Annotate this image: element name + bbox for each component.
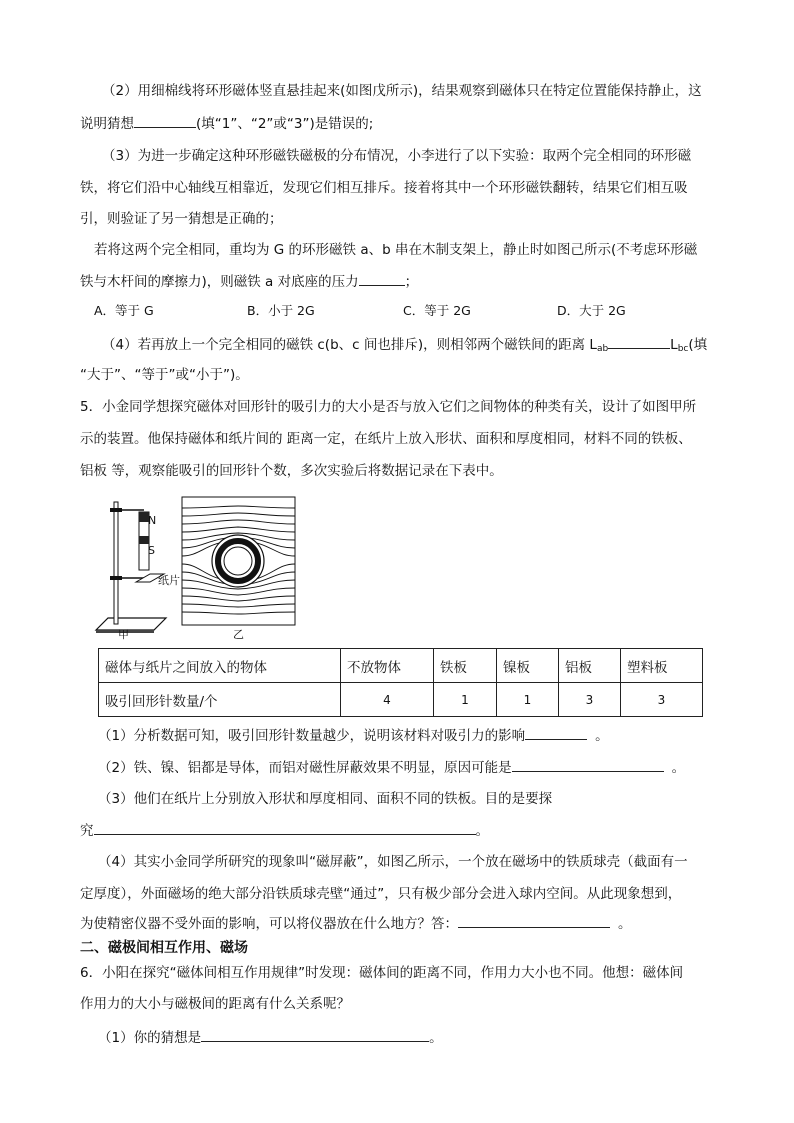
answer-blank[interactable] (359, 271, 405, 286)
q5-intro-line-2: 示的装置。他保持磁体和纸片间的 距离一定，在纸片上放入形状、面积和厚度相同，材料不同的铁板、 (80, 431, 692, 447)
answer-blank[interactable] (608, 334, 670, 349)
q6-sub-1: （1）你的猜想是 。 (98, 1027, 443, 1048)
q4-paragraph-3-line-1: （3）为进一步确定这种环形磁铁磁极的分布情况，小李进行了以下实验：取两个完全相同的环形磁 (102, 148, 692, 164)
table-row (99, 683, 703, 717)
table-cell: 3 (621, 683, 703, 717)
paper-label: 纸片 (158, 574, 180, 587)
q5-sub-4-line-3: 为使精密仪器不受外面的影响，可以将仪器放在什么地方？答： 。 (80, 913, 632, 934)
q4-paragraph-4-line-1: （4）若再放上一个完全相同的磁铁 c(b、c 间也排斥)，则相邻两个磁铁间的距离 $L_{ab}$ $L_{bc}$(填 (102, 334, 707, 359)
q5-intro-line-3: 铝板 等，观察能吸引的回形针个数，多次实验后将数据记录在下表中。 (80, 463, 503, 479)
q6-intro-line-2: 作用力的大小与磁极间的距离有什么关系呢？ (80, 996, 350, 1012)
table-row-label: 吸引回形针数量/个 (99, 683, 341, 717)
answer-blank[interactable] (201, 1027, 429, 1042)
q5-sub-4-line-2: 定厚度），外面磁场的绝大部分沿铁质球壳壁“通过”，只有极少部分会进入球内空间。从此现象想到， (80, 886, 682, 902)
option-a[interactable]: A．等于 G (94, 303, 154, 318)
q5-sub-4-line-1: （4）其实小金同学所研究的现象叫“磁屏蔽”，如图乙所示，一个放在磁场中的铁质球壳（截面有一 (98, 854, 688, 870)
q4-paragraph-4-line-2: “大于”、“等于”或“小于”)。 (80, 367, 249, 383)
figure-jia-apparatus (92, 494, 172, 646)
table-header-cell: 不放物体 (341, 649, 434, 683)
q5-sub-3-line-1: （3）他们在纸片上分别放入形状和厚度相同、面积不同的铁板。目的是要探 (98, 791, 553, 807)
figure-yi-shielding (181, 496, 296, 626)
q4-paragraph-3-line-5: 铁与木杆间的摩擦力)，则磁铁 a 对底座的压力 ； (80, 271, 418, 292)
answer-blank[interactable] (525, 725, 587, 740)
table-header-cell: 铁板 (434, 649, 497, 683)
table-header-row (99, 649, 703, 683)
table-cell: 3 (559, 683, 621, 717)
figure-yi-label: 乙 (233, 628, 244, 641)
table-header-cell: 铝板 (559, 649, 621, 683)
q4-paragraph-2-line-2: 说明猜想 (填“1”、“2”或“3”)是错误的; (80, 113, 373, 134)
table-cell: 1 (497, 683, 559, 717)
q6-intro-line-1: 6．小阳在探究“磁体间相互作用规律”时发现：磁体间的距离不同，作用力大小也不同。他想：磁体间 (80, 965, 684, 981)
q4-paragraph-3-line-3: 引，则验证了另一猜想是正确的； (80, 211, 283, 227)
figure-jia-label: 甲 (118, 628, 129, 641)
section-heading: 二、磁极间相互作用、磁场 (80, 940, 248, 956)
answer-blank[interactable] (94, 820, 476, 835)
table-header-cell: 磁体与纸片之间放入的物体 (99, 649, 341, 683)
magnet-s-label: S (148, 544, 155, 557)
table-cell: 4 (341, 683, 434, 717)
q4-paragraph-3-line-4: 若将这两个完全相同，重均为 G 的环形磁铁 a、b 串在木制支架上，静止时如图己所示(不考虑环形磁 (94, 242, 698, 258)
answer-blank[interactable] (134, 113, 196, 128)
option-c[interactable]: C．等于 2G (403, 303, 471, 318)
table-cell: 1 (434, 683, 497, 717)
q5-sub-1: （1）分析数据可知，吸引回形针数量越少，说明该材料对吸引力的影响 。 (98, 725, 609, 746)
data-table (98, 648, 703, 717)
option-b[interactable]: B．小于 2G (247, 303, 315, 318)
table-header-cell: 镍板 (497, 649, 559, 683)
q4-paragraph-3-line-2: 铁，将它们沿中心轴线互相靠近，发现它们相互排斥。接着将其中一个环形磁铁翻转，结果它们相互吸 (80, 180, 688, 196)
q4-paragraph-2-line-1: （2）用细棉线将环形磁体竖直悬挂起来(如图戊所示)，结果观察到磁体只在特定位置能保持静止，这 (102, 83, 702, 99)
answer-blank[interactable] (512, 757, 664, 772)
q5-sub-3-line-2: 究 。 (80, 820, 489, 841)
answer-blank[interactable] (458, 913, 610, 928)
q5-intro-line-1: 5．小金同学想探究磁体对回形针的吸引力的大小是否与放入它们之间物体的种类有关，设计了如图甲所 (80, 399, 697, 415)
option-d[interactable]: D．大于 2G (557, 303, 626, 318)
q5-sub-2: （2）铁、镍、铝都是导体，而铝对磁性屏蔽效果不明显，原因可能是 。 (98, 757, 685, 778)
table-header-cell: 塑料板 (621, 649, 703, 683)
magnet-n-label: N (148, 514, 157, 527)
